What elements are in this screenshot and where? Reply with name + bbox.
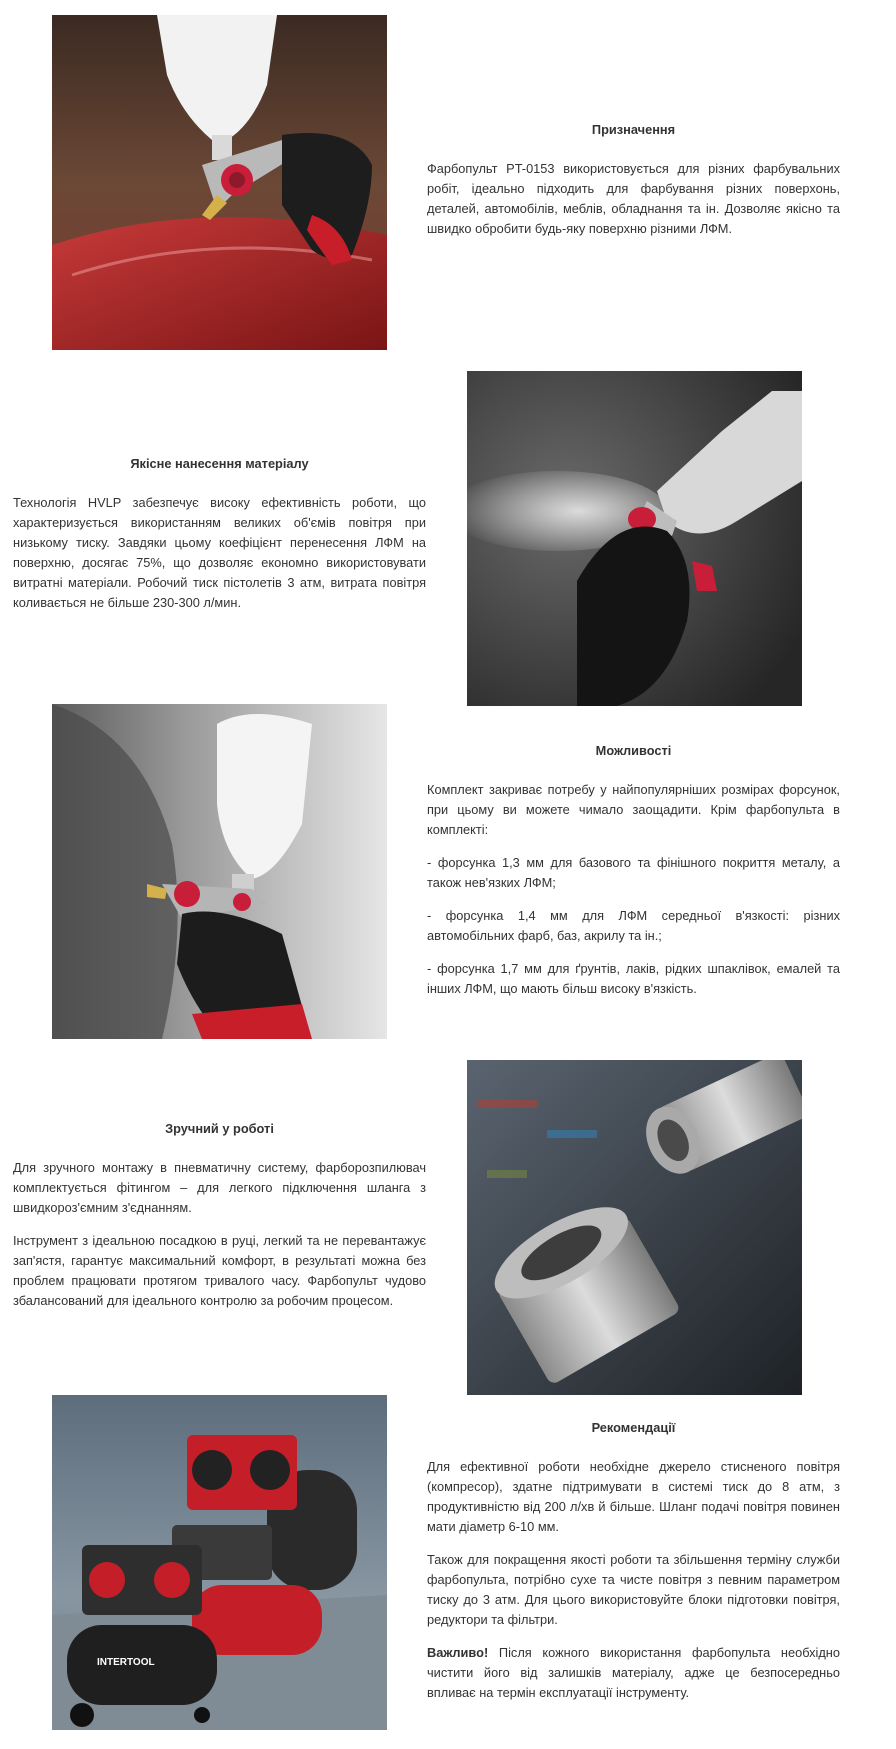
section-paragraph: Для зручного монтажу в пневматичну систему, фарборозпилювач комплектується фітингом – для легкого підключення шланга з швидкороз'ємним з'єднанням. — [13, 1160, 426, 1215]
important-text: Після кожного використання фарбопульта необхідно чистити його від залишків матеріалу, адже це безпосередньо впливає на термін експлуатації інструменту. — [427, 1645, 840, 1700]
spray-gun-red-car-image — [52, 15, 387, 350]
important-note — [427, 1643, 840, 1703]
section-convenient — [13, 1119, 426, 1324]
spray-gun-grey-car-image — [52, 704, 387, 1039]
important-label: Важливо! — [427, 1645, 489, 1660]
section-recommendations — [427, 1418, 840, 1716]
section-purpose — [427, 120, 840, 252]
section-heading: Призначення — [591, 122, 676, 137]
section-heading: Рекомендації — [591, 1420, 676, 1435]
section-heading: Зручний у роботі — [165, 1121, 274, 1136]
section-paragraph: Також для покращення якості роботи та збільшення терміну служби фарбопульта, потрібно сухе та чисте повітря з певним параметром тиску до 3 атм. Для цього використовуйте блоки підготовки повітря, редуктори та фільтри. — [427, 1552, 840, 1627]
intertool-logo: INTERTOOL — [97, 1657, 155, 1668]
nozzle-item: - форсунка 1,4 мм для ЛФМ середньої в'язкості: різних автомобільних фарб, баз, акрилу та ін.; — [427, 908, 840, 943]
section-paragraph: Фарбопульт PT-0153 використовується для різних фарбувальних робіт, ідеально підходить для фарбування різних поверхонь, деталей, автомобілів, меблів, обладнання та ін. Дозволяє якісно та швидко обробити будь-яку поверхню різними ЛФМ. — [427, 161, 840, 236]
air-compressors-image — [52, 1395, 387, 1730]
nozzle-item: - форсунка 1,7 мм для ґрунтів, лаків, рідких шпаклівок, емалей та інших ЛФМ, що мають більш високу в'язкість. — [427, 961, 840, 996]
section-paragraph: Комплект закриває потребу у найпопулярніших розмірах форсунок, при цьому ви можете чимало заощадити. Крім фарбопульта в комплекті: — [427, 782, 840, 837]
section-capabilities — [427, 741, 840, 1012]
section-quality-application — [13, 454, 426, 626]
nozzle-item: - форсунка 1,3 мм для базового та фінішного покриття металу, а також нев'язких ЛФМ; — [427, 855, 840, 890]
section-paragraph: Інструмент з ідеальною посадкою в руці, легкий та не перевантажує зап'ястя, гарантує максимальний комфорт, в результаті можна без проблем працювати протягом тривалого часу. Фарбопульт чудово збалансований для ідеального контролю за робочим процесом. — [13, 1233, 426, 1308]
spray-mist-image — [467, 371, 802, 706]
section-heading: Якісне нанесення матеріалу — [130, 456, 309, 471]
section-paragraph: Для ефективної роботи необхідне джерело стисненого повітря (компресор), здатне підтримувати в системі тиск до 8 атм, з продуктивністю від 200 л/хв й більше. Шланг подачі повітря повинен мати діаметр 6-10 мм. — [427, 1459, 840, 1534]
section-paragraph: Технологія HVLP забезпечує високу ефективність роботи, що характеризується використанням великих об'ємів повітря при низькому тиску. Завдяки цьому коефіцієнт перенесення ЛФМ на поверхню, досягає 75%, що дозволяє економно використовувати витратні матеріали. Робочий тиск пістолетів 3 атм, витрата повітря коливається не більше 230-300 л/мин. — [13, 495, 426, 610]
section-heading: Можливості — [595, 743, 672, 758]
quick-coupling-fitting-image — [467, 1060, 802, 1395]
